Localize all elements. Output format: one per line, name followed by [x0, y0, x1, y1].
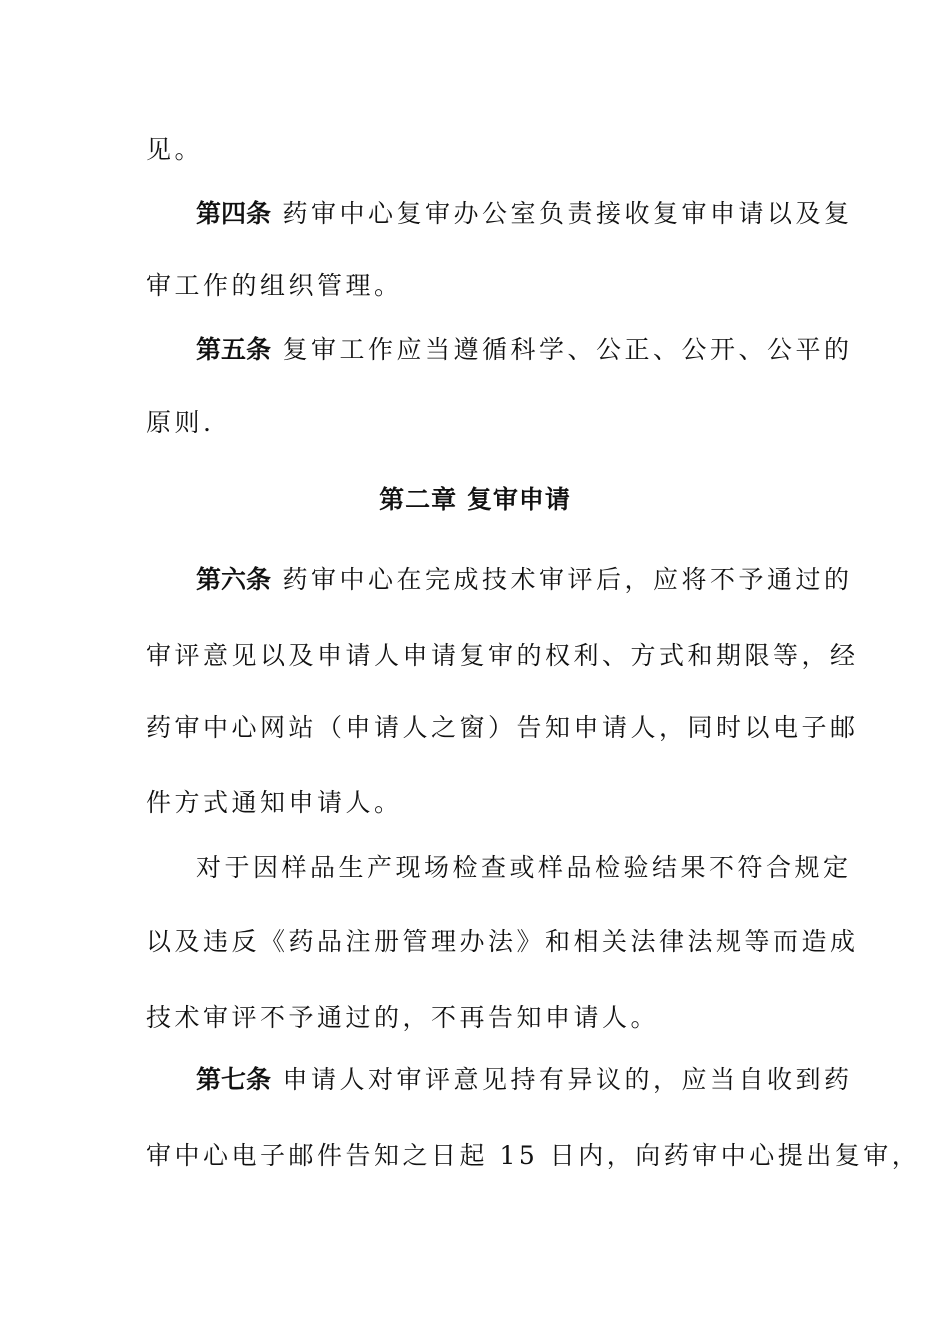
- line-text: 药审中心在完成技术审评后，应将不予通过的: [271, 565, 853, 594]
- article-line: [196, 1062, 853, 1098]
- article-number: 第四条: [196, 199, 272, 228]
- line-text: 药审中心网站（申请人之窗）告知申请人，同时以电子邮: [146, 713, 859, 742]
- article-line: [196, 196, 853, 232]
- paragraph-line: [146, 268, 806, 304]
- line-text: 申请人对审评意见持有异议的，应当自收到药: [271, 1065, 853, 1094]
- paragraph-line: [146, 924, 859, 960]
- line-text: 审中心电子邮件告知之日起 15 日内，向药审中心提出复审，: [146, 1141, 921, 1170]
- line-text: 对于因样品生产现场检查或样品检验结果不符合规定: [196, 853, 852, 882]
- line-text: 药审中心复审办公室负责接收复审申请以及复: [271, 199, 853, 228]
- paragraph-line: [146, 710, 859, 746]
- article-line: [196, 332, 853, 368]
- chapter-heading: 第二章 复审申请: [379, 485, 571, 514]
- paragraph-line: [146, 132, 806, 168]
- article-number: 第六条: [196, 565, 272, 594]
- line-text: 审评意见以及申请人申请复审的权利、方式和期限等，经: [146, 641, 859, 670]
- line-text: 以及违反《药品注册管理办法》和相关法律法规等而造成: [146, 927, 859, 956]
- line-text: 审工作的组织管理。: [146, 271, 403, 300]
- paragraph-line: [146, 785, 806, 821]
- article-number: 第七条: [196, 1065, 272, 1094]
- article-number: 第五条: [196, 335, 272, 364]
- article-line: [196, 562, 853, 598]
- paragraph-line: [146, 638, 859, 674]
- paragraph-line: [146, 1138, 921, 1174]
- line-text: 原则.: [146, 408, 215, 437]
- line-text: 件方式通知申请人。: [146, 788, 403, 817]
- line-text: 复审工作应当遵循科学、公正、公开、公平的: [271, 335, 853, 364]
- paragraph-line: [146, 405, 806, 441]
- line-text: 技术审评不予通过的，不再告知申请人。: [146, 1003, 660, 1032]
- paragraph-line: [146, 1000, 806, 1036]
- paragraph-line: [196, 850, 852, 886]
- line-text: 见。: [146, 135, 204, 164]
